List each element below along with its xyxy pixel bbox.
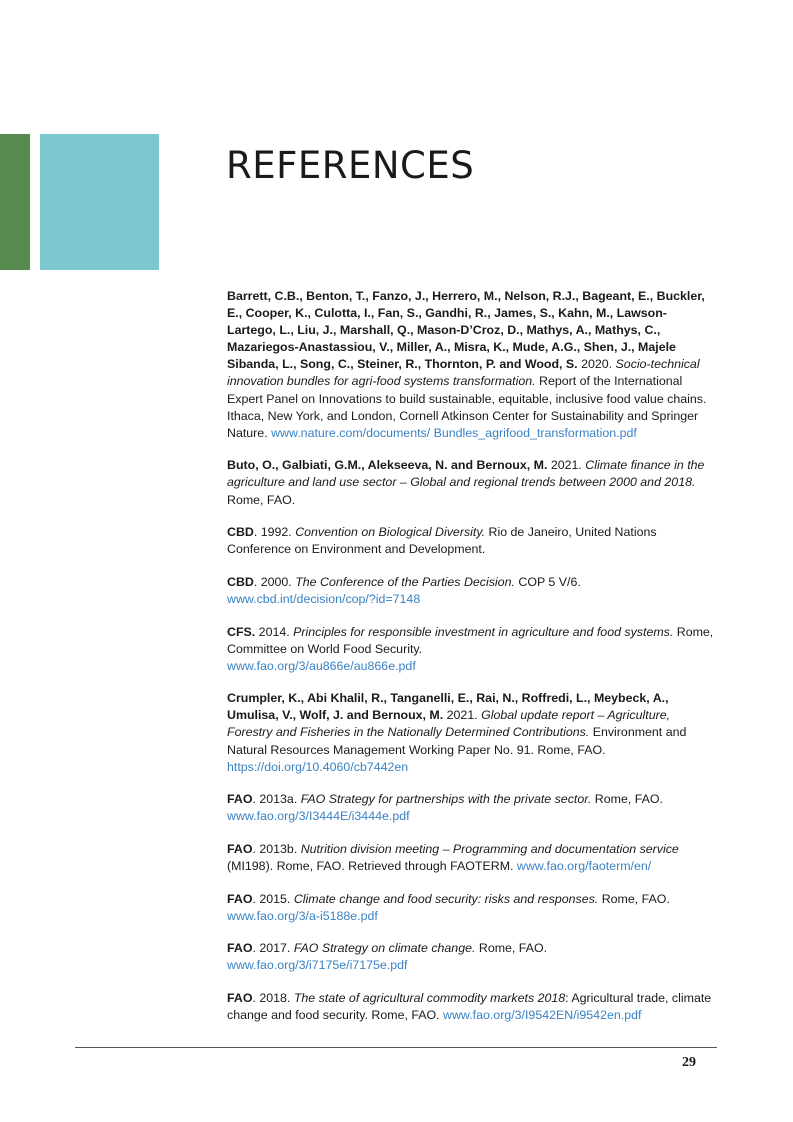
reference-details: Rio de Janeiro, United Nations Conference on Environment and Development. — [227, 525, 657, 557]
reference-item — [227, 791, 715, 825]
reference-year: . 1992. — [253, 525, 296, 540]
reference-authors: FAO — [227, 792, 253, 807]
reference-details: Report of the International Expert Panel on Innovations to build sustainable, equitable, inclusive food value chains. Ithaca, New York, and London, Cornell Atkinson Center for Sustainability and Springer Nature. — [227, 374, 707, 440]
reference-item — [227, 288, 715, 442]
reference-title: Global update report – Agriculture, Forestry and Fisheries in the Nationally Determined Contributions. — [227, 708, 671, 740]
reference-authors: FAO — [227, 891, 253, 906]
reference-item — [227, 624, 715, 675]
green-accent-bar — [0, 134, 30, 270]
reference-year: . 2017. — [252, 941, 294, 956]
page-title: REFERENCES — [226, 144, 475, 187]
reference-authors: Buto, O., Galbiati, G.M., Alekseeva, N. and Bernoux, M. — [227, 458, 548, 473]
reference-link[interactable]: www.fao.org/3/I3444E/i3444e.pdf — [227, 809, 410, 824]
reference-item — [227, 891, 715, 925]
reference-year: . 2013b. — [252, 841, 301, 856]
reference-authors: CFS. — [227, 624, 256, 639]
reference-details: Rome, FAO. — [475, 941, 548, 956]
reference-authors: Barrett, C.B., Benton, T., Fanzo, J., Herrero, M., Nelson, R.J., Bageant, E., Buckler, E., Cooper, K., Culotta, I., Fan, S., Gandhi, R., James, S., Kahn, M., Lawson-Lartego, L., Liu, J., Marshall, Q., Mason-D’Croz, D., Mathys, A., Mathys, C., Mazariegos-Anastassiou, V., Miller, A., Misra, K., Mude, A.G., Shen, J., Majele Sibanda, L., Song, C., Steiner, R., Thornton, P. and Wood, S. — [227, 289, 705, 372]
reference-year: 2014. — [255, 624, 294, 639]
reference-item — [227, 457, 715, 508]
reference-item — [227, 990, 715, 1024]
reference-authors: Crumpler, K., Abi Khalil, R., Tanganelli, E., Rai, N., Roffredi, L., Meybeck, A., Umulisa, V., Wolf, J. and Bernoux, M. — [227, 691, 669, 723]
reference-details: COP 5 V/6. — [514, 574, 581, 589]
reference-details: Rome, Committee on World Food Security. — [227, 624, 714, 656]
reference-link[interactable]: www.fao.org/3/I9542EN/i9542en.pdf — [443, 1008, 642, 1023]
reference-details: Rome, FAO. — [591, 792, 663, 807]
reference-title: Principles for responsible investment in agriculture and food systems. — [293, 624, 674, 639]
reference-title: Convention on Biological Diversity. — [295, 525, 486, 540]
reference-title: Climate change and food security: risks and responses. — [293, 891, 599, 906]
reference-item — [227, 574, 715, 608]
reference-details: Environment and Natural Resources Management Working Paper No. 91. Rome, FAO. — [227, 725, 687, 757]
footer-divider — [75, 1047, 717, 1048]
reference-item — [227, 690, 715, 775]
reference-link[interactable]: www.fao.org/3/au866e/au866e.pdf — [227, 658, 416, 673]
teal-accent-block — [40, 134, 159, 270]
page-number: 29 — [682, 1055, 696, 1070]
reference-link[interactable]: www.cbd.int/decision/cop/?id=7148 — [227, 591, 421, 606]
reference-authors: FAO — [227, 991, 253, 1005]
reference-link[interactable]: www.fao.org/3/i7175e/i7175e.pdf — [227, 958, 408, 973]
reference-authors: FAO — [227, 841, 253, 856]
reference-title: The Conference of the Parties Decision. — [295, 574, 515, 589]
reference-authors: FAO — [227, 941, 253, 956]
reference-title: FAO Strategy for partnerships with the private sector. — [300, 792, 592, 807]
reference-title: Nutrition division meeting – Programming and documentation service — [300, 841, 679, 856]
reference-authors: CBD — [227, 574, 254, 589]
reference-year: 2021. — [443, 708, 482, 723]
reference-year: . 2018. — [252, 991, 294, 1005]
reference-details: Rome, FAO. — [227, 492, 296, 507]
reference-item — [227, 940, 715, 974]
reference-title: The state of agricultural commodity markets 2018 — [293, 991, 566, 1005]
reference-details: Rome, FAO. — [598, 891, 670, 906]
reference-link[interactable]: www.nature.com/documents/ Bundles_agrifood_transformation.pdf — [271, 425, 637, 440]
reference-link[interactable]: www.fao.org/faoterm/en/ — [516, 859, 652, 874]
reference-link[interactable]: www.fao.org/3/a-i5188e.pdf — [227, 908, 378, 923]
reference-title: FAO Strategy on climate change. — [293, 941, 476, 956]
reference-authors: CBD — [227, 525, 254, 540]
reference-year: . 2013a. — [252, 792, 301, 807]
reference-list — [227, 288, 715, 1040]
reference-details: (MI198). Rome, FAO. Retrieved through FAOTERM. — [227, 859, 517, 874]
reference-year: . 2000. — [253, 574, 296, 589]
reference-year: 2021. — [547, 458, 586, 473]
reference-title: Socio-technical innovation bundles for agri-food systems transformation. — [227, 357, 700, 389]
reference-details: : Agricultural trade, climate change and food security. Rome, FAO. — [227, 991, 712, 1023]
reference-title: Climate finance in the agriculture and land use sector – Global and regional trends between 2000 and 2018. — [227, 458, 705, 490]
reference-link[interactable]: https://doi.org/10.4060/cb7442en — [227, 759, 409, 774]
reference-item — [227, 524, 715, 558]
reference-year: 2020. — [577, 357, 616, 372]
reference-item — [227, 841, 715, 875]
reference-year: . 2015. — [252, 891, 294, 906]
